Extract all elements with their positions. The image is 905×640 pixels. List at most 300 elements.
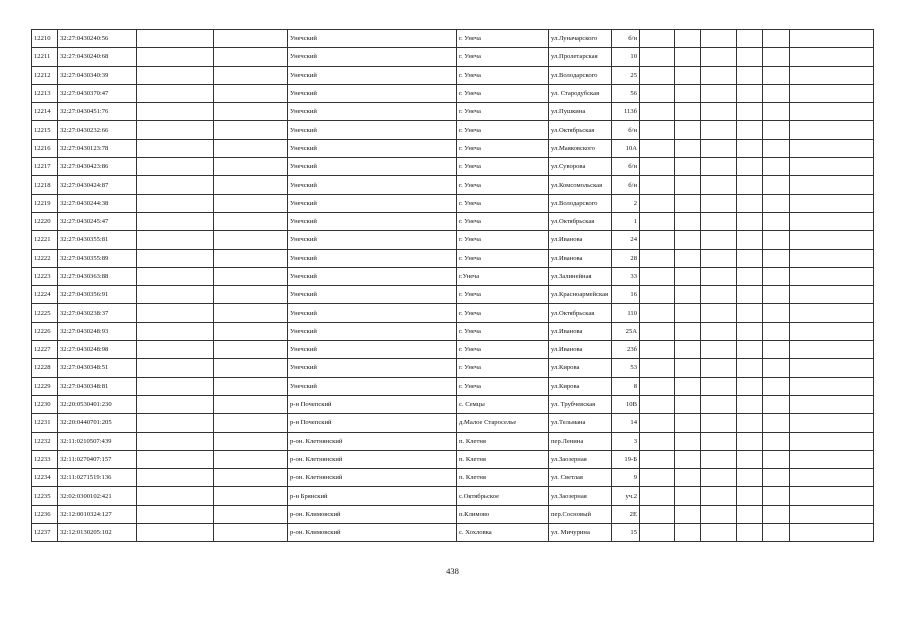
cadastral-number-cell: 32:20:0440701:205 (58, 414, 137, 432)
empty-cell (675, 505, 701, 523)
settlement-cell: г. Унеча (457, 139, 549, 157)
empty-cell (137, 286, 214, 304)
table-row (32, 212, 874, 230)
empty-cell (675, 322, 701, 340)
house-number-cell: 2Е (612, 505, 640, 523)
house-number-cell: 110 (612, 304, 640, 322)
empty-cell (701, 139, 737, 157)
empty-cell (701, 304, 737, 322)
empty-cell (737, 66, 763, 84)
empty-cell (137, 30, 214, 48)
empty-cell (737, 103, 763, 121)
empty-cell (640, 267, 675, 285)
empty-cell (737, 505, 763, 523)
house-number-cell: б/н (612, 121, 640, 139)
empty-cell (737, 231, 763, 249)
table-row (32, 84, 874, 102)
empty-cell (137, 103, 214, 121)
empty-cell (701, 524, 737, 542)
street-cell: ул.Маяковского (549, 139, 612, 157)
street-cell: ул.Луначарского (549, 30, 612, 48)
empty-cell (675, 249, 701, 267)
empty-cell (137, 487, 214, 505)
district-cell: р-он. Клетнянский (288, 469, 457, 487)
street-cell: ул.Залинейная (549, 267, 612, 285)
empty-cell (763, 377, 790, 395)
settlement-cell: г. Унеча (457, 231, 549, 249)
empty-cell (737, 158, 763, 176)
district-cell: Унечский (288, 341, 457, 359)
empty-cell (214, 487, 288, 505)
district-cell: Унечский (288, 286, 457, 304)
empty-cell (790, 341, 874, 359)
table-row (32, 304, 874, 322)
empty-cell (214, 304, 288, 322)
empty-cell (137, 359, 214, 377)
row-number-cell: 12211 (32, 48, 58, 66)
empty-cell (737, 377, 763, 395)
empty-cell (675, 341, 701, 359)
empty-cell (790, 103, 874, 121)
empty-cell (701, 249, 737, 267)
empty-cell (675, 103, 701, 121)
cadastral-number-cell: 32:11:0270407:157 (58, 450, 137, 468)
empty-cell (640, 341, 675, 359)
empty-cell (675, 30, 701, 48)
empty-cell (675, 84, 701, 102)
empty-cell (137, 322, 214, 340)
empty-cell (137, 139, 214, 157)
street-cell: ул.Суворова (549, 158, 612, 176)
empty-cell (640, 377, 675, 395)
empty-cell (790, 487, 874, 505)
table-row (32, 48, 874, 66)
house-number-cell: 25 (612, 66, 640, 84)
table-row (32, 432, 874, 450)
row-number-cell: 12229 (32, 377, 58, 395)
settlement-cell: г. Унеча (457, 322, 549, 340)
cadastral-number-cell: 32:27:0430245:47 (58, 212, 137, 230)
empty-cell (790, 231, 874, 249)
empty-cell (701, 176, 737, 194)
settlement-cell: г. Унеча (457, 249, 549, 267)
district-cell: Унечский (288, 84, 457, 102)
empty-cell (737, 450, 763, 468)
row-number-cell: 12217 (32, 158, 58, 176)
settlement-cell: г. Унеча (457, 66, 549, 84)
empty-cell (701, 450, 737, 468)
empty-cell (675, 121, 701, 139)
settlement-cell: г. Унеча (457, 341, 549, 359)
street-cell: ул.Красноармейская (549, 286, 612, 304)
empty-cell (790, 212, 874, 230)
empty-cell (640, 84, 675, 102)
empty-cell (640, 66, 675, 84)
empty-cell (790, 505, 874, 523)
empty-cell (790, 304, 874, 322)
empty-cell (214, 469, 288, 487)
empty-cell (763, 176, 790, 194)
empty-cell (137, 505, 214, 523)
row-number-cell: 12231 (32, 414, 58, 432)
empty-cell (701, 212, 737, 230)
empty-cell (675, 267, 701, 285)
district-cell: Унечский (288, 231, 457, 249)
empty-cell (737, 304, 763, 322)
empty-cell (675, 212, 701, 230)
settlement-cell: д.Малое Староселье (457, 414, 549, 432)
empty-cell (640, 395, 675, 413)
cadastral-number-cell: 32:27:0430240:56 (58, 30, 137, 48)
empty-cell (737, 414, 763, 432)
row-number-cell: 12235 (32, 487, 58, 505)
street-cell: ул.Иванова (549, 231, 612, 249)
street-cell: ул. Светлая (549, 469, 612, 487)
empty-cell (640, 450, 675, 468)
district-cell: Унечский (288, 359, 457, 377)
house-number-cell: 113б (612, 103, 640, 121)
empty-cell (737, 395, 763, 413)
empty-cell (701, 103, 737, 121)
cadastral-number-cell: 32:27:0430355:89 (58, 249, 137, 267)
row-number-cell: 12210 (32, 30, 58, 48)
district-cell: Унечский (288, 212, 457, 230)
empty-cell (214, 322, 288, 340)
empty-cell (790, 377, 874, 395)
settlement-cell: г. Унеча (457, 158, 549, 176)
empty-cell (737, 487, 763, 505)
street-cell: ул.Володарского (549, 194, 612, 212)
empty-cell (763, 322, 790, 340)
empty-cell (790, 286, 874, 304)
empty-cell (640, 359, 675, 377)
empty-cell (640, 103, 675, 121)
row-number-cell: 12234 (32, 469, 58, 487)
street-cell: ул.Иванова (549, 341, 612, 359)
street-cell: ул. Трубчевская (549, 395, 612, 413)
empty-cell (640, 505, 675, 523)
empty-cell (137, 121, 214, 139)
street-cell: ул.Октябрьская (549, 121, 612, 139)
cadastral-number-cell: 32:27:0430423:86 (58, 158, 137, 176)
cadastral-number-cell: 32:27:0430248:98 (58, 341, 137, 359)
empty-cell (737, 524, 763, 542)
empty-cell (137, 450, 214, 468)
row-number-cell: 12227 (32, 341, 58, 359)
cadastral-number-cell: 32:12:0130205:102 (58, 524, 137, 542)
empty-cell (737, 267, 763, 285)
street-cell: пер.Ленина (549, 432, 612, 450)
table-row (32, 249, 874, 267)
row-number-cell: 12219 (32, 194, 58, 212)
empty-cell (137, 432, 214, 450)
street-cell: ул.Тельмана (549, 414, 612, 432)
empty-cell (214, 158, 288, 176)
empty-cell (137, 66, 214, 84)
empty-cell (790, 139, 874, 157)
street-cell: ул.Заозерная (549, 450, 612, 468)
empty-cell (640, 304, 675, 322)
district-cell: р-н Почепский (288, 414, 457, 432)
cadastral-number-cell: 32:12:0010324:127 (58, 505, 137, 523)
empty-cell (763, 30, 790, 48)
empty-cell (763, 158, 790, 176)
empty-cell (701, 194, 737, 212)
table-row (32, 30, 874, 48)
empty-cell (675, 176, 701, 194)
empty-cell (701, 66, 737, 84)
empty-cell (640, 231, 675, 249)
row-number-cell: 12236 (32, 505, 58, 523)
empty-cell (640, 487, 675, 505)
row-number-cell: 12224 (32, 286, 58, 304)
district-cell: р-н Почепский (288, 395, 457, 413)
empty-cell (640, 30, 675, 48)
cadastral-number-cell: 32:11:0210507:439 (58, 432, 137, 450)
table-row (32, 66, 874, 84)
empty-cell (701, 432, 737, 450)
table-row (32, 487, 874, 505)
empty-cell (640, 249, 675, 267)
cadastral-number-cell: 32:27:0430424:87 (58, 176, 137, 194)
empty-cell (763, 286, 790, 304)
cadastral-number-cell: 32:27:0430340:39 (58, 66, 137, 84)
settlement-cell: п.Климово (457, 505, 549, 523)
empty-cell (214, 30, 288, 48)
empty-cell (701, 322, 737, 340)
house-number-cell: 14 (612, 414, 640, 432)
house-number-cell: 33 (612, 267, 640, 285)
house-number-cell: 10А (612, 139, 640, 157)
empty-cell (737, 176, 763, 194)
empty-cell (737, 286, 763, 304)
empty-cell (675, 194, 701, 212)
empty-cell (763, 359, 790, 377)
empty-cell (214, 194, 288, 212)
empty-cell (214, 377, 288, 395)
empty-cell (214, 359, 288, 377)
row-number-cell: 12215 (32, 121, 58, 139)
table-row (32, 158, 874, 176)
empty-cell (214, 212, 288, 230)
empty-cell (763, 231, 790, 249)
table-row (32, 377, 874, 395)
empty-cell (737, 359, 763, 377)
district-cell: Унечский (288, 66, 457, 84)
empty-cell (675, 377, 701, 395)
street-cell: ул.Кирова (549, 377, 612, 395)
district-cell: Унечский (288, 377, 457, 395)
house-number-cell: 10 (612, 48, 640, 66)
page-number: 438 (446, 566, 459, 576)
empty-cell (701, 121, 737, 139)
row-number-cell: 12218 (32, 176, 58, 194)
empty-cell (790, 66, 874, 84)
street-cell: пер.Сосновый (549, 505, 612, 523)
street-cell: ул. Мичурина (549, 524, 612, 542)
empty-cell (737, 322, 763, 340)
empty-cell (763, 212, 790, 230)
empty-cell (737, 139, 763, 157)
settlement-cell: с.Октябрьское (457, 487, 549, 505)
empty-cell (675, 450, 701, 468)
settlement-cell: г. Унеча (457, 377, 549, 395)
settlement-cell: г. Унеча (457, 84, 549, 102)
empty-cell (214, 432, 288, 450)
district-cell: р-н Брянский (288, 487, 457, 505)
row-number-cell: 12232 (32, 432, 58, 450)
empty-cell (763, 48, 790, 66)
empty-cell (137, 377, 214, 395)
settlement-cell: г. Унеча (457, 194, 549, 212)
settlement-cell: с. Семцы (457, 395, 549, 413)
empty-cell (214, 48, 288, 66)
empty-cell (137, 212, 214, 230)
house-number-cell: 23б (612, 341, 640, 359)
empty-cell (675, 359, 701, 377)
cadastral-number-cell: 32:27:0430248:93 (58, 322, 137, 340)
empty-cell (675, 158, 701, 176)
row-number-cell: 12237 (32, 524, 58, 542)
empty-cell (763, 103, 790, 121)
cadastral-number-cell: 32:27:0430355:81 (58, 231, 137, 249)
empty-cell (737, 212, 763, 230)
cadastral-number-cell: 32:27:0430370:47 (58, 84, 137, 102)
empty-cell (640, 194, 675, 212)
empty-cell (701, 30, 737, 48)
empty-cell (790, 158, 874, 176)
empty-cell (640, 48, 675, 66)
empty-cell (137, 48, 214, 66)
cadastral-number-cell: 32:27:0430348:81 (58, 377, 137, 395)
settlement-cell: п. Клетня (457, 450, 549, 468)
empty-cell (763, 505, 790, 523)
settlement-cell: с. Хохловка (457, 524, 549, 542)
empty-cell (214, 66, 288, 84)
house-number-cell: 16 (612, 286, 640, 304)
empty-cell (737, 84, 763, 102)
empty-cell (763, 304, 790, 322)
empty-cell (701, 395, 737, 413)
empty-cell (701, 286, 737, 304)
empty-cell (737, 341, 763, 359)
empty-cell (640, 121, 675, 139)
empty-cell (137, 304, 214, 322)
house-number-cell: 10В (612, 395, 640, 413)
empty-cell (763, 249, 790, 267)
table-row (32, 505, 874, 523)
house-number-cell: б/н (612, 30, 640, 48)
empty-cell (790, 414, 874, 432)
table-row (32, 286, 874, 304)
empty-cell (675, 66, 701, 84)
table-row (32, 139, 874, 157)
empty-cell (675, 395, 701, 413)
empty-cell (790, 359, 874, 377)
house-number-cell: 53 (612, 359, 640, 377)
empty-cell (675, 432, 701, 450)
empty-cell (137, 469, 214, 487)
empty-cell (790, 450, 874, 468)
empty-cell (214, 84, 288, 102)
row-number-cell: 12220 (32, 212, 58, 230)
table-body (32, 30, 874, 542)
settlement-cell: г. Унеча (457, 48, 549, 66)
empty-cell (701, 414, 737, 432)
empty-cell (137, 84, 214, 102)
empty-cell (790, 84, 874, 102)
empty-cell (701, 231, 737, 249)
house-number-cell: 2 (612, 194, 640, 212)
empty-cell (640, 432, 675, 450)
empty-cell (214, 414, 288, 432)
house-number-cell: уч.2 (612, 487, 640, 505)
empty-cell (214, 176, 288, 194)
empty-cell (640, 322, 675, 340)
table-row (32, 267, 874, 285)
empty-cell (790, 524, 874, 542)
empty-cell (737, 432, 763, 450)
empty-cell (763, 487, 790, 505)
empty-cell (763, 267, 790, 285)
empty-cell (137, 341, 214, 359)
house-number-cell: 8 (612, 377, 640, 395)
empty-cell (790, 469, 874, 487)
house-number-cell: 15 (612, 524, 640, 542)
row-number-cell: 12216 (32, 139, 58, 157)
empty-cell (640, 139, 675, 157)
empty-cell (737, 249, 763, 267)
district-cell: Унечский (288, 176, 457, 194)
empty-cell (763, 139, 790, 157)
empty-cell (214, 139, 288, 157)
settlement-cell: г. Унеча (457, 103, 549, 121)
district-cell: р-он. Климовский (288, 505, 457, 523)
table-row (32, 524, 874, 542)
cadastral-number-cell: 32:27:0430238:37 (58, 304, 137, 322)
row-number-cell: 12212 (32, 66, 58, 84)
table-row (32, 103, 874, 121)
empty-cell (737, 194, 763, 212)
empty-cell (214, 121, 288, 139)
table-row (32, 176, 874, 194)
empty-cell (737, 469, 763, 487)
empty-cell (763, 469, 790, 487)
empty-cell (790, 267, 874, 285)
empty-cell (675, 469, 701, 487)
cadastral-number-cell: 32:20:0530401:230 (58, 395, 137, 413)
empty-cell (137, 194, 214, 212)
row-number-cell: 12221 (32, 231, 58, 249)
empty-cell (763, 194, 790, 212)
empty-cell (763, 341, 790, 359)
settlement-cell: п. Клетня (457, 432, 549, 450)
empty-cell (214, 505, 288, 523)
row-number-cell: 12226 (32, 322, 58, 340)
district-cell: Унечский (288, 139, 457, 157)
empty-cell (763, 414, 790, 432)
empty-cell (701, 377, 737, 395)
empty-cell (790, 176, 874, 194)
house-number-cell: 28 (612, 249, 640, 267)
row-number-cell: 12214 (32, 103, 58, 121)
empty-cell (214, 450, 288, 468)
street-cell: ул.Октябрьская (549, 212, 612, 230)
empty-cell (214, 249, 288, 267)
empty-cell (790, 194, 874, 212)
settlement-cell: г.Унеча (457, 267, 549, 285)
table-row (32, 469, 874, 487)
